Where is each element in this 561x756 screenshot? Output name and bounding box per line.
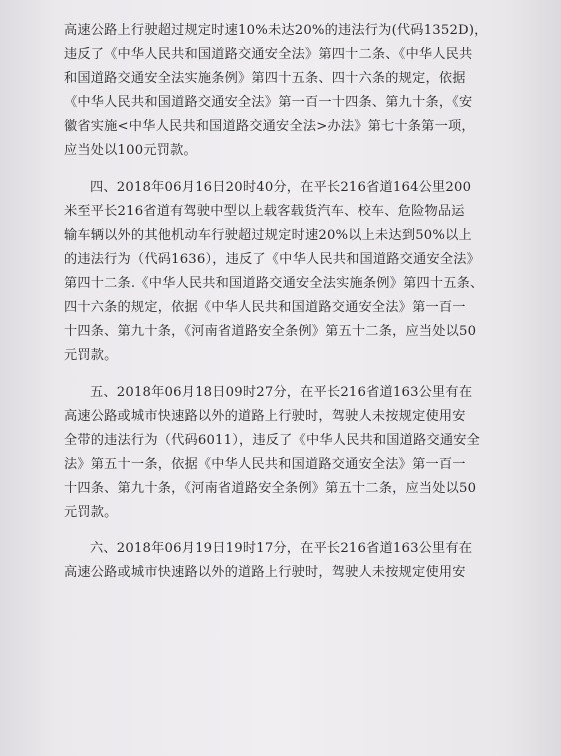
text-line: 元罚款。: [64, 505, 118, 520]
text-line: 高速公路或城市快速路以外的道路上行驶时，驾驶人未按规定使用安: [64, 409, 466, 424]
item-heading-line: 六、2018年06月19日19时17分，在平长216省道163公里有在: [90, 541, 473, 556]
text-line: 高速公路上行驶超过规定时速10%未达20%的违法行为(代码1352D)，: [64, 23, 488, 38]
text-line: 输车辆以外的其他机动车行驶超过规定时速20%以上未达到50%以上: [64, 228, 472, 243]
item-heading-line: 四、2018年06月16日20时40分，在平长216省道164公里200: [90, 180, 472, 195]
text-line: 十四条、第九十条，《河南省道路安全条例》第五十二条，应当处以50: [64, 481, 477, 496]
text-line: 的违法行为（代码1636），违反了《中华人民共和国道路交通安全法》: [64, 252, 480, 267]
text-line: 四十六条的规定，依据《中华人民共和国道路交通安全法》第一百一: [64, 300, 466, 315]
item-heading-line: 五、2018年06月18日09时27分，在平长216省道163公里有在: [90, 385, 473, 400]
text-line: 元罚款。: [64, 348, 118, 363]
text-line: 米至平长216省道有驾驶中型以上载客载货汽车、校车、危险物品运: [64, 204, 465, 219]
text-line: 应当处以100元罚款。: [64, 143, 197, 158]
text-line: 第四十二条.《中华人民共和国道路交通安全法实施条例》第四十五条、: [64, 276, 484, 291]
document-body: [64, 19, 494, 585]
text-line: 全带的违法行为（代码6011），违反了《中华人民共和国道路交通安全: [64, 433, 480, 448]
text-line: 《中华人民共和国道路交通安全法》第一百一十四条、第九十条，《安: [64, 95, 473, 110]
text-line: 违反了《中华人民共和国道路交通安全法》第四十二条、《中华人民共: [64, 47, 473, 62]
text-line: 和国道路交通安全法实施条例》第四十五条、四十六条的规定，依据: [64, 71, 466, 86]
text-line: 法》第五十一条，依据《中华人民共和国道路交通安全法》第一百一: [64, 457, 466, 472]
text-line: 高速公路或城市快速路以外的道路上行驶时，驾驶人未按规定使用安: [64, 565, 466, 580]
text-line: 十四条、第九十条，《河南省道路安全条例》第五十二条，应当处以50: [64, 324, 477, 339]
text-line: 徽省实施<中华人民共和国道路交通安全法>办法》第七十条第一项，: [64, 119, 475, 134]
